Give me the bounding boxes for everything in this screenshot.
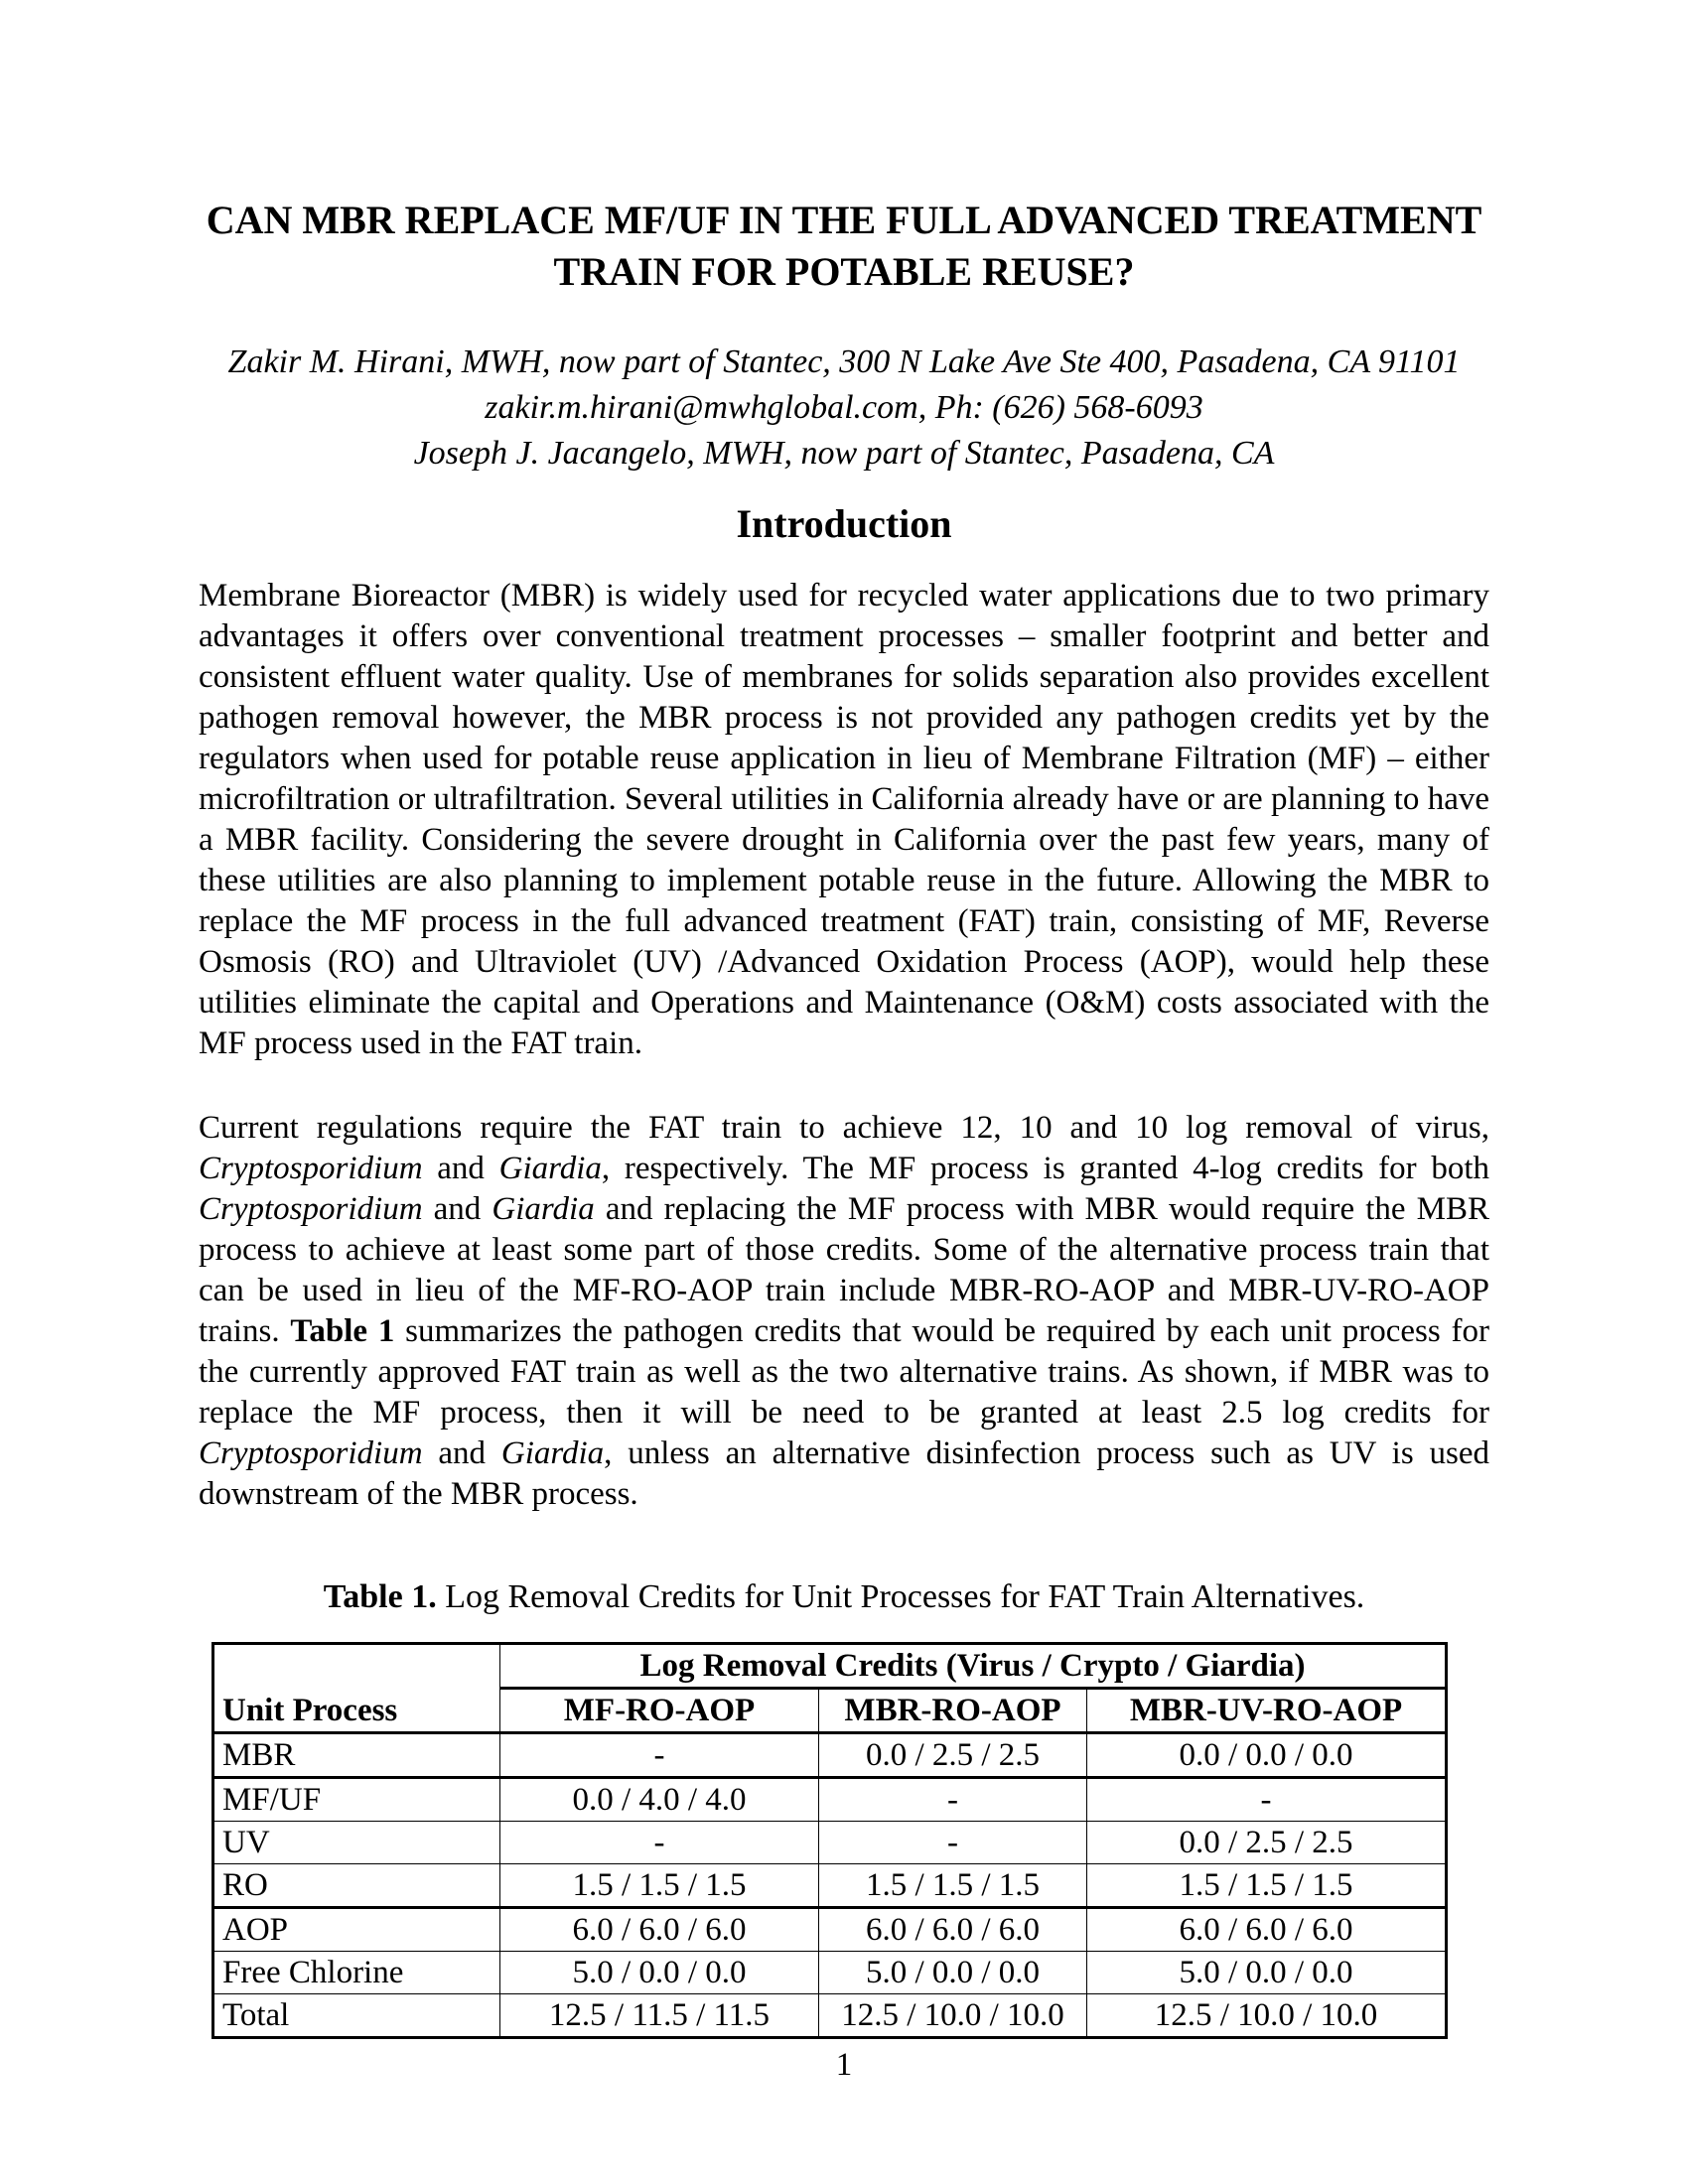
table-cell: 0.0 / 2.5 / 2.5 bbox=[819, 1733, 1087, 1778]
table-row bbox=[213, 1908, 1447, 1952]
table-1-container bbox=[211, 1642, 1489, 2039]
row-label: MBR bbox=[213, 1733, 500, 1778]
text-segment: and bbox=[422, 1435, 501, 1471]
table-row bbox=[213, 1994, 1447, 2038]
column-header-mbr-uv-ro-aop: MBR-UV-RO-AOP bbox=[1087, 1689, 1447, 1733]
table-cell: 12.5 / 10.0 / 10.0 bbox=[1087, 1994, 1447, 2038]
table-row bbox=[213, 1778, 1447, 1822]
table-cell: 1.5 / 1.5 / 1.5 bbox=[819, 1864, 1087, 1908]
table-header-row-span bbox=[213, 1644, 1447, 1689]
column-header-unit-process: Unit Process bbox=[213, 1644, 500, 1733]
table-row bbox=[213, 1952, 1447, 1994]
paragraph-1 bbox=[199, 576, 1489, 1064]
row-label: AOP bbox=[213, 1908, 500, 1952]
author-line-3: Joseph J. Jacangelo, MWH, now part of Stantec, Pasadena, CA bbox=[413, 435, 1275, 472]
row-label: Total bbox=[213, 1994, 500, 2038]
table-cell: 5.0 / 0.0 / 0.0 bbox=[819, 1952, 1087, 1994]
table-cell: 12.5 / 10.0 / 10.0 bbox=[819, 1994, 1087, 2038]
column-header-mf-ro-aop: MF-RO-AOP bbox=[500, 1689, 819, 1733]
text-segment: Giardia bbox=[498, 1151, 602, 1186]
text-segment: and bbox=[422, 1191, 492, 1227]
table-cell: 1.5 / 1.5 / 1.5 bbox=[1087, 1864, 1447, 1908]
table-1-caption bbox=[199, 1576, 1489, 1618]
table-cell: - bbox=[819, 1778, 1087, 1822]
text-segment: Table 1. bbox=[323, 1578, 437, 1615]
table-cell: - bbox=[500, 1822, 819, 1864]
table-cell: 1.5 / 1.5 / 1.5 bbox=[500, 1864, 819, 1908]
table-body bbox=[213, 1733, 1447, 2038]
text-segment: , respectively. The MF process is granted 4-log credits for both bbox=[601, 1151, 1489, 1186]
table-cell: - bbox=[819, 1822, 1087, 1864]
paper-title bbox=[199, 195, 1489, 298]
paper-title-line-1: CAN MBR REPLACE MF/UF IN THE FULL ADVANCED TREATMENT bbox=[206, 198, 1482, 242]
table-cell: 0.0 / 4.0 / 4.0 bbox=[500, 1778, 819, 1822]
text-segment: Table 1 bbox=[290, 1313, 395, 1349]
text-segment: and bbox=[422, 1151, 499, 1186]
column-header-mbr-ro-aop: MBR-RO-AOP bbox=[819, 1689, 1087, 1733]
table-row bbox=[213, 1822, 1447, 1864]
text-segment: Cryptosporidium bbox=[199, 1151, 423, 1186]
text-segment: Giardia bbox=[492, 1191, 595, 1227]
row-label: MF/UF bbox=[213, 1778, 500, 1822]
text-segment: summarizes the pathogen credits that would be required by each unit process for the currently approved FAT train as well as the two alternative trains. As shown, if MBR was to replace the MF process, then it will be need to be granted at least 2.5 log credits for bbox=[199, 1313, 1489, 1431]
table-cell: 5.0 / 0.0 / 0.0 bbox=[500, 1952, 819, 1994]
spanning-header-log-removal-credits: Log Removal Credits (Virus / Crypto / Giardia) bbox=[500, 1644, 1447, 1689]
table-cell: 6.0 / 6.0 / 6.0 bbox=[1087, 1908, 1447, 1952]
row-label: RO bbox=[213, 1864, 500, 1908]
table-row bbox=[213, 1864, 1447, 1908]
row-label: Free Chlorine bbox=[213, 1952, 500, 1994]
text-segment: Cryptosporidium bbox=[199, 1191, 423, 1227]
row-label: UV bbox=[213, 1822, 500, 1864]
page-number: 1 bbox=[835, 2047, 853, 2083]
table-row bbox=[213, 1733, 1447, 1778]
table-cell: 5.0 / 0.0 / 0.0 bbox=[1087, 1952, 1447, 1994]
table-cell: 6.0 / 6.0 / 6.0 bbox=[500, 1908, 819, 1952]
text-segment: Current regulations require the FAT train to achieve 12, 10 and 10 log removal of virus, bbox=[199, 1110, 1489, 1146]
table-cell: 12.5 / 11.5 / 11.5 bbox=[500, 1994, 819, 2038]
section-heading-introduction: Introduction bbox=[736, 501, 952, 546]
text-segment: and replacing the MF process with MBR would require the MBR process to achieve at least some part of those credits. Some of the alternative process train that can be used in lieu of the MF-RO-AOP train include MBR-RO-AOP and MBR-UV-RO-AOP trains. bbox=[199, 1191, 1489, 1349]
text-segment: Cryptosporidium bbox=[199, 1435, 423, 1471]
table-cell: 6.0 / 6.0 / 6.0 bbox=[819, 1908, 1087, 1952]
table-cell: 0.0 / 2.5 / 2.5 bbox=[1087, 1822, 1447, 1864]
paragraph-2 bbox=[199, 1108, 1489, 1515]
paper-title-line-2: TRAIN FOR POTABLE REUSE? bbox=[553, 249, 1135, 294]
author-line-2: zakir.m.hirani@mwhglobal.com, Ph: (626) 568-6093 bbox=[485, 389, 1203, 426]
table-header bbox=[213, 1644, 1447, 1733]
text-segment: Log Removal Credits for Unit Processes for FAT Train Alternatives. bbox=[436, 1578, 1365, 1615]
text-segment: , unless an alternative disinfection process such as UV is used downstream of the MBR process. bbox=[199, 1435, 1489, 1512]
author-block bbox=[199, 340, 1489, 477]
text-segment: Membrane Bioreactor (MBR) is widely used for recycled water applications due to two primary advantages it offers over conventional treatment processes – smaller footprint and better and consistent effluent water quality. Use of membranes for solids separation also provides excellent pathogen removal however, the MBR process is not provided any pathogen credits yet by the regulators when used for potable reuse application in lieu of Membrane Filtration (MF) – either microfiltration or ultrafiltration. Several utilities in California already have or are planning to have a MBR facility. Considering the severe drought in California over the past few years, many of these utilities are also planning to implement potable reuse in the future. Allowing the MBR to replace the MF process in the full advanced treatment (FAT) train, consisting of MF, Reverse Osmosis (RO) and Ultraviolet (UV) /Advanced Oxidation Process (AOP), would help these utilities eliminate the capital and Operations and Maintenance (O&M) costs associated with the MF process used in the FAT train. bbox=[199, 578, 1489, 1061]
log-removal-credits-table bbox=[211, 1642, 1448, 2039]
table-cell: 0.0 / 0.0 / 0.0 bbox=[1087, 1733, 1447, 1778]
table-cell: - bbox=[500, 1733, 819, 1778]
text-segment: Giardia bbox=[500, 1435, 605, 1471]
author-line-1: Zakir M. Hirani, MWH, now part of Stantec, 300 N Lake Ave Ste 400, Pasadena, CA 91101 bbox=[227, 343, 1461, 380]
table-cell: - bbox=[1087, 1778, 1447, 1822]
